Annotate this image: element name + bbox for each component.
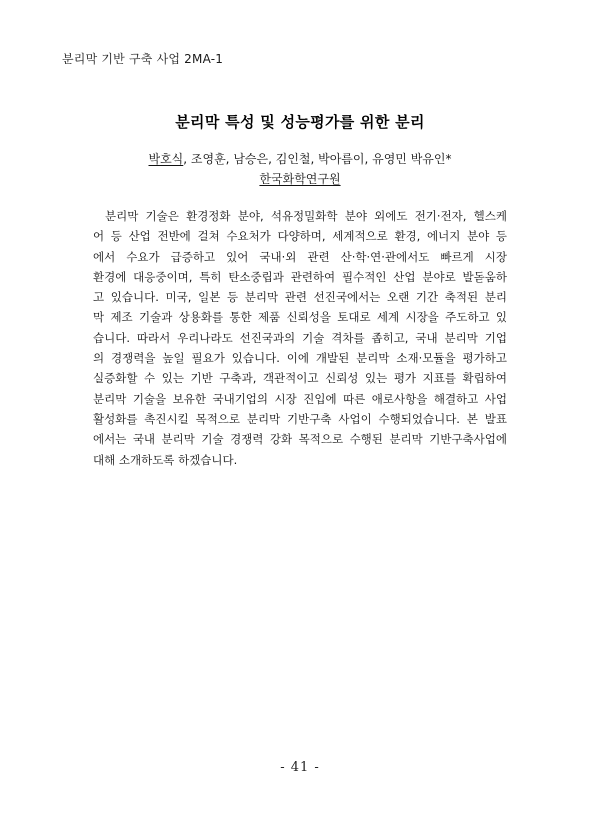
- abstract-line: 막 제조 기술과 상용화를 통한 제품 신뢰성을 토대로 세계 시장을 주도하고 있: [93, 310, 507, 325]
- abstract-body: [93, 206, 507, 470]
- co-authors: , 조영훈, 남승은, 김인철, 박아름이, 유영민 박유인*: [183, 152, 452, 166]
- presenting-author: 박호식: [148, 152, 184, 166]
- abstract-line: 에서 수요가 급증하고 있어 국내·외 관련 산·학·연·관에서도 빠르게 시장: [93, 249, 507, 264]
- abstract-line: 환경에 대응중이며, 특히 탄소중립과 관련하여 필수적인 산업 분야로 발돋움하: [93, 269, 507, 284]
- paper-title: 분리막 특성 및 성능평가를 위한 분리: [175, 113, 425, 131]
- author-list: [0, 150, 600, 167]
- abstract-line: 에서는 국내 분리막 기술 경쟁력 강화 목적으로 수행된 분리막 기반구축사업에: [93, 432, 507, 447]
- abstract-line: 습니다. 따라서 우리나라도 선진국과의 기술 격차를 좁히고, 국내 분리막 기업: [93, 330, 507, 345]
- abstract-line: 실증화할 수 있는 기반 구축과, 객관적이고 신뢰성 있는 평가 지표를 확립하여: [93, 371, 507, 386]
- abstract-line: 분리막 기술을 보유한 국내기업의 시장 진입에 따른 애로사항을 해결하고 사업: [93, 391, 507, 406]
- abstract-line: 고 있습니다. 미국, 일본 등 분리막 관련 선진국에서는 오랜 기간 축적된 분리: [93, 290, 507, 305]
- abstract-line: 분리막 기술은 환경정화 분야, 석유정밀화학 분야 외에도 전기·전자, 헬스케: [105, 209, 507, 223]
- abstract-line: 의 경쟁력을 높일 필요가 있습니다. 이에 개발된 분리막 소재·모듈을 평가하고: [93, 351, 507, 366]
- abstract-line: 대해 소개하도록 하겠습니다.: [93, 452, 238, 467]
- abstract-line: 어 등 산업 전반에 걸쳐 수요처가 다양하며, 세계적으로 환경, 에너지 분야 등: [93, 229, 507, 244]
- abstract-line: 활성화를 촉진시킬 목적으로 분리막 기반구축 사업이 수행되었습니다. 본 발표: [93, 411, 507, 426]
- session-header: 분리막 기반 구축 사업 2MA-1: [62, 52, 224, 66]
- page-number: - 41 -: [280, 760, 320, 775]
- affiliation: 한국화학연구원: [259, 172, 341, 186]
